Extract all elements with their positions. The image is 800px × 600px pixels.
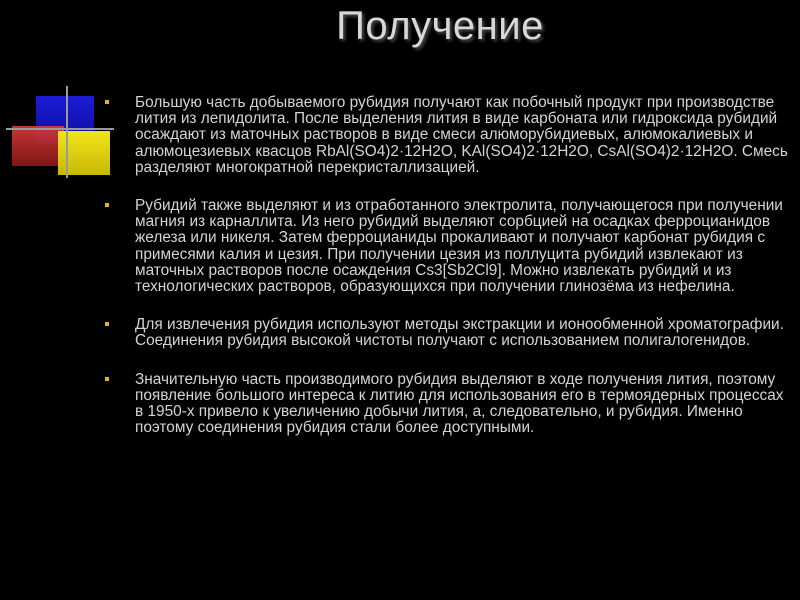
bullet-item <box>100 198 790 295</box>
bullet-item <box>100 317 790 349</box>
bullet-text: Значительную часть производимого рубидия выделяют в ходе получения лития, поэтому появление большого интереса к литию для использования его в термоядерных процессах в 1950-х привело к увеличению добычи лития, а, следовательно, и рубидия. Именно поэтому соединения рубидия стали более доступными. <box>135 370 784 437</box>
square-bullet-icon <box>105 322 109 326</box>
vertical-line-shape <box>66 86 68 178</box>
bullet-text: Рубидий также выделяют и из отработанного электролита, получающегося при получении магния из карналлита. Из него рубидий выделяют сорбцией на осадках ферроцианидов железа или никеля. Затем ферроцианиды прокаливают и получают карбонат рубидия с примесями калия и цезия. При получении цезия из поллуцита рубидий извлекают из маточных растворов после осаждения Cs3[Sb2Cl9]. Можно извлекать рубидий и из технологических растворов, образующихся при получении глинозёма из нефелина. <box>135 197 783 296</box>
bullet-item <box>100 95 790 176</box>
slide-title: Получение <box>336 4 544 48</box>
bullet-text: Для извлечения рубидия используют методы экстракции и ионообменной хроматографии. Соединения рубидия высокой чистоты получают с использованием полигалогенидов. <box>135 316 784 350</box>
square-bullet-icon <box>105 377 109 381</box>
square-bullet-icon <box>105 203 109 207</box>
bullet-list <box>100 95 790 436</box>
square-bullet-icon <box>105 100 109 104</box>
bullet-item <box>100 372 790 437</box>
bullet-text: Большую часть добываемого рубидия получают как побочный продукт при производстве лития из лепидолита. После выделения лития в виде карбоната или гидроксида рубидий осаждают из маточных растворов в виде смеси алюморубидиевых, алюмокалиевых и алюмоцезиевых квасцов RbAl(SO4)2·12H2O, KAl(SO4)2·12H2O, CsAl(SO4)2·12H2O. Смесь разделяют многократной перекристаллизацией. <box>135 94 788 176</box>
red-square-shape <box>12 126 64 166</box>
horizontal-line-shape <box>6 128 114 130</box>
